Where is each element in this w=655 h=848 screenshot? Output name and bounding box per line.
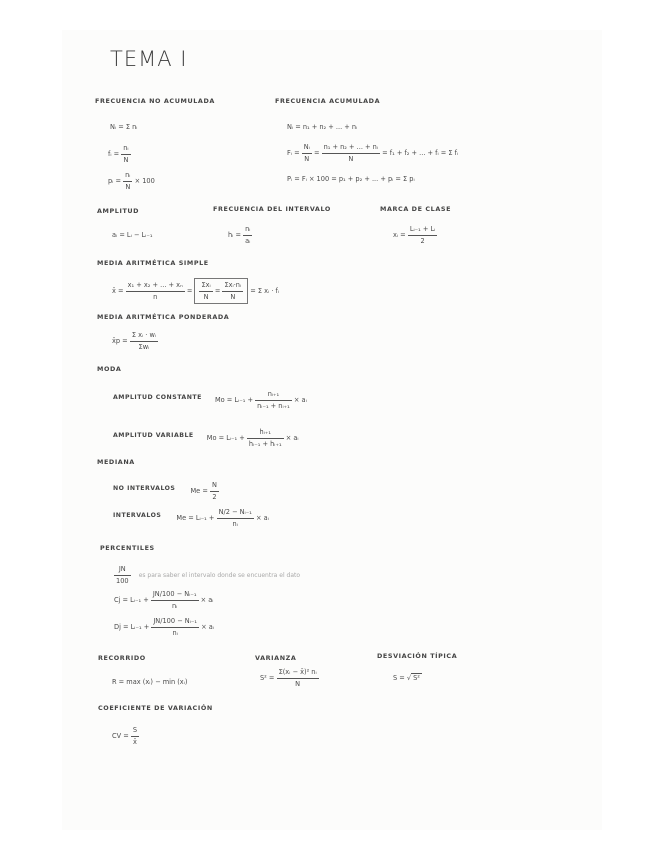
- formula-xi-num: Lᵢ₋₁ + Lᵢ: [408, 226, 438, 236]
- formula-fi: [108, 145, 131, 163]
- formula-fi-den: N: [123, 155, 129, 164]
- formula-cj-rhs: × aᵢ: [200, 596, 214, 605]
- mediana-intervalos-row: [113, 505, 269, 527]
- formula-pi-rhs: × 100: [134, 177, 155, 186]
- formula-ms-rhs: = Σ xᵢ · fᵢ: [250, 287, 280, 296]
- formula-Ni-acum: Nᵢ = n₁ + n₂ + ... + nᵢ: [287, 123, 358, 131]
- formula-cj: [114, 591, 213, 609]
- formula-var-den: N: [295, 679, 301, 688]
- formula-varianza: [260, 669, 319, 687]
- sqrt-icon: √: [406, 674, 412, 682]
- formula-Fi-den1: N: [304, 154, 310, 163]
- formula-dj-den: nᵢ: [172, 628, 178, 637]
- formula-hi: [228, 226, 252, 244]
- heading-moda: MODA: [97, 365, 122, 373]
- heading-amplitud: AMPLITUD: [97, 207, 140, 215]
- formula-cv-lhs: CV =: [112, 732, 129, 741]
- formula-mo2-rhs: × aᵢ: [285, 434, 299, 442]
- formula-dj-rhs: × aᵢ: [201, 623, 214, 632]
- formula-dj-num: JN/100 − Nᵢ₋₁: [151, 618, 199, 628]
- formula-pi-lhs: pᵢ =: [108, 177, 121, 186]
- formula-fi-num: nᵢ: [121, 145, 130, 155]
- heading-desviacion: DESVIACIÓN TÍPICA: [377, 652, 458, 660]
- formula-ni: Nᵢ = Σ nᵢ: [110, 123, 138, 131]
- formula-var-num: Σ(xᵢ − x̄)² nᵢ: [277, 669, 319, 679]
- heading-mediana: MEDIANA: [97, 458, 135, 466]
- formula-hi-den: aᵢ: [245, 236, 251, 245]
- formula-mo2-num: hᵢ₊₁: [247, 429, 284, 439]
- formula-ms-eq1: =: [186, 287, 193, 296]
- heading-recorrido: RECORRIDO: [98, 654, 146, 662]
- formula-me1-den: 2: [212, 492, 217, 501]
- heading-freq-no-acumulada: FRECUENCIA NO ACUMULADA: [95, 97, 215, 105]
- label-amplitud-variable: AMPLITUD VARIABLE: [113, 432, 194, 439]
- label-no-intervalos: NO INTERVALOS: [113, 485, 176, 492]
- formula-ms-num1: x₁ + x₂ + ... + xₙ: [126, 282, 185, 292]
- formula-ms-lhs: x̄ =: [112, 287, 124, 296]
- formula-xi-lhs: xᵢ =: [393, 231, 406, 240]
- formula-desv-lhs: S =: [393, 674, 405, 682]
- formula-cj-num: JN/100 − Nᵢ₋₁: [151, 591, 199, 601]
- formula-dj-lhs: Dj = Lᵢ₋₁ +: [114, 623, 150, 632]
- formula-desv-root: S²: [413, 674, 420, 682]
- moda-constante-row: [113, 387, 307, 409]
- page-title: TEMA I: [110, 47, 188, 71]
- heading-media-simple: MEDIA ARITMÉTICA SIMPLE: [97, 259, 209, 267]
- formula-Pi-acum: Pᵢ = Fᵢ × 100 = p₁ + p₂ + ... + pᵢ = Σ pᵢ: [287, 175, 415, 183]
- formula-percentil-note: [114, 566, 300, 584]
- mediana-no-intervalos-row: [113, 478, 219, 500]
- formula-mo2-den: hᵢ₋₁ + hᵢ₊₁: [248, 439, 282, 448]
- formula-hi-num: nᵢ: [243, 226, 252, 236]
- formula-cv: [112, 727, 139, 745]
- formula-me2-den: nᵢ: [232, 519, 238, 528]
- formula-ms-den3: N: [230, 292, 236, 301]
- formula-media-simple: [112, 278, 279, 304]
- formula-pi-den: N: [125, 182, 131, 191]
- formula-cj-lhs: Cj = Lᵢ₋₁ +: [114, 596, 149, 605]
- formula-me1-num: N: [210, 482, 219, 492]
- formula-mo2-lhs: Mo = Lᵢ₋₁ +: [206, 434, 245, 442]
- formula-me1-lhs: Me =: [190, 487, 208, 495]
- formula-Fi: [287, 144, 458, 162]
- formula-me2-num: N/2 − Nᵢ₋₁: [217, 509, 254, 519]
- heading-varianza: VARIANZA: [255, 654, 297, 662]
- formula-Fi-num2: n₁ + n₂ + ... + nᵢ: [322, 144, 380, 154]
- formula-ms-den1: n: [153, 292, 158, 301]
- formula-mo1-den: nᵢ₋₁ + nᵢ₊₁: [257, 401, 290, 410]
- formula-amplitud: aᵢ = Lᵢ − Lᵢ₋₁: [112, 231, 153, 239]
- formula-me2-lhs: Me = Lᵢ₋₁ +: [176, 514, 215, 522]
- boxed-formula: [194, 278, 248, 304]
- heading-coeficiente: COEFICIENTE DE VARIACIÓN: [98, 704, 213, 712]
- formula-Fi-den2: N: [348, 154, 354, 163]
- formula-mp-den: Σwᵢ: [138, 342, 150, 351]
- formula-media-ponderada: [112, 332, 158, 350]
- formula-mo1-num: nᵢ₊₁: [255, 391, 292, 401]
- percentil-note: es para saber el intervalo donde se encuentra el dato: [138, 571, 301, 579]
- formula-ms-num3: Σxᵢ·nᵢ: [222, 282, 243, 292]
- formula-ms-num2: Σxᵢ: [199, 282, 212, 292]
- formula-pc-den: 100: [116, 576, 129, 585]
- heading-freq-acumulada: FRECUENCIA ACUMULADA: [275, 97, 381, 105]
- formula-me2-rhs: × aᵢ: [255, 514, 269, 522]
- formula-mo1-lhs: Mo = Lᵢ₋₁ +: [214, 396, 253, 404]
- label-intervalos: INTERVALOS: [113, 512, 162, 519]
- formula-pi-num: nᵢ: [123, 172, 132, 182]
- formula-hi-lhs: hᵢ =: [228, 231, 241, 240]
- formula-mp-lhs: x̄p =: [112, 337, 128, 346]
- formula-mp-num: Σ xᵢ · wᵢ: [130, 332, 158, 342]
- formula-fi-lhs: fᵢ =: [108, 150, 120, 159]
- heading-percentiles: PERCENTILES: [100, 544, 155, 552]
- formula-xi-den: 2: [420, 236, 425, 245]
- heading-freq-intervalo: FRECUENCIA DEL INTERVALO: [213, 205, 331, 213]
- formula-cj-den: nᵢ: [172, 601, 178, 610]
- formula-cv-den: x̄: [133, 737, 137, 746]
- heading-marca-clase: MARCA DE CLASE: [380, 205, 452, 213]
- formula-recorrido: R = max (xᵢ) − min (xᵢ): [112, 678, 188, 686]
- formula-ms-den2: N: [203, 292, 209, 301]
- formula-cv-num: S: [131, 727, 139, 737]
- formula-pc-num: JN: [114, 566, 131, 576]
- formula-Fi-num1: Nᵢ: [302, 144, 312, 154]
- formula-desviacion: [393, 674, 422, 682]
- formula-var-lhs: S² =: [260, 674, 275, 683]
- formula-xi: [393, 226, 437, 244]
- formula-Fi-rhs: = f₁ + f₂ + ... + fᵢ = Σ fᵢ: [382, 149, 459, 158]
- formula-dj: [114, 618, 214, 636]
- formula-Fi-eq: =: [313, 149, 320, 158]
- formula-mo1-rhs: × aᵢ: [293, 396, 307, 404]
- heading-media-ponderada: MEDIA ARITMÉTICA PONDERADA: [97, 313, 230, 321]
- formula-Fi-lhs: Fᵢ =: [287, 149, 300, 158]
- formula-pi: [108, 172, 155, 190]
- label-amplitud-constante: AMPLITUD CONSTANTE: [113, 394, 202, 401]
- formula-ms-eq2: =: [214, 287, 221, 296]
- moda-variable-row: [113, 425, 299, 447]
